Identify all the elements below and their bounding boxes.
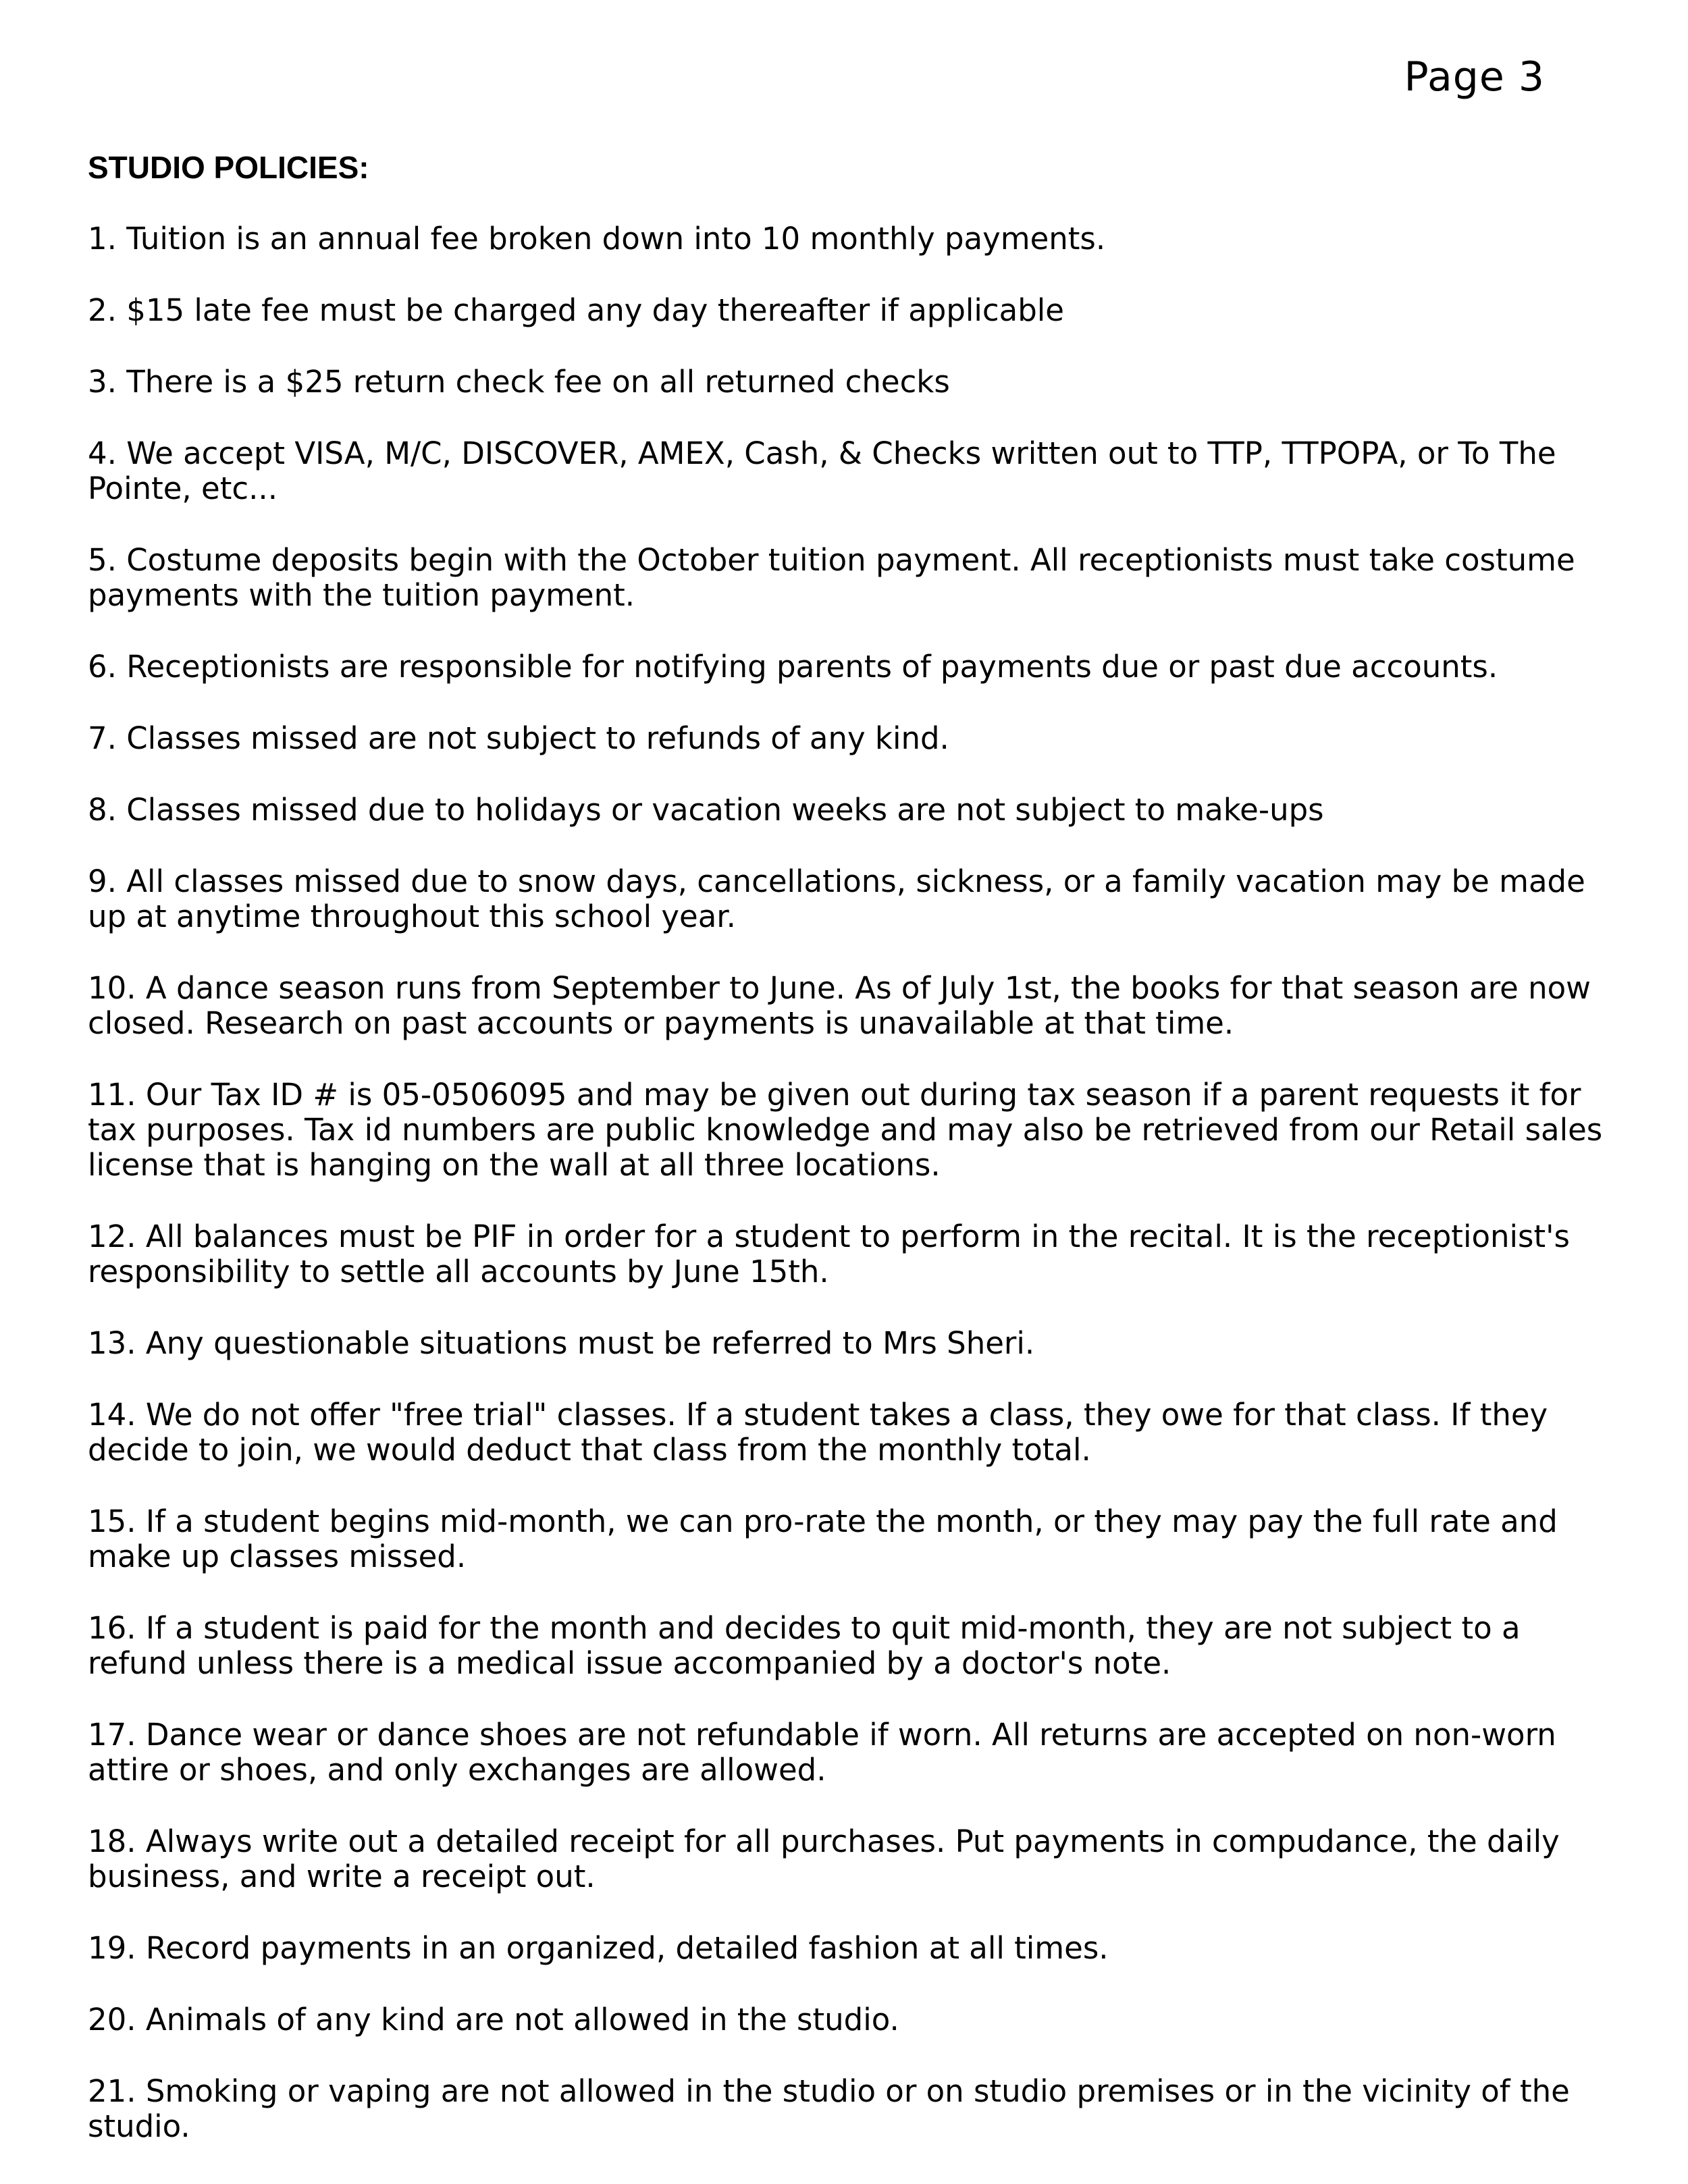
policy-item-15: 15. If a student begins mid-month, we can pro-rate the month, or they may pay the full rate and make up classes missed. (88, 1503, 1558, 1574)
policy-item-16: 16. If a student is paid for the month and decides to quit mid-month, they are not subject to a refund unless there is a medical issue accompanied by a doctor's note. (88, 1610, 1521, 1681)
policy-item-11: 11. Our Tax ID # is 05-0506095 and may be given out during tax season if a parent requests it for tax purposes. Tax id numbers are public knowledge and may also be retrieved from our Retail sales license that is hanging on the wall at all three locations. (88, 1077, 1603, 1183)
policy-item-10: 10. A dance season runs from September to June. As of July 1st, the books for that season are now closed. Research on past accounts or payments is unavailable at that time. (88, 970, 1591, 1041)
policy-list (88, 221, 1620, 2144)
policies-section (88, 150, 1620, 2144)
policy-item-13: 13. Any questionable situations must be referred to Mrs Sheri. (88, 1325, 1035, 1361)
policy-item-5: 5. Costume deposits begin with the October tuition payment. All receptionists must take costume payments with the tuition payment. (88, 542, 1575, 613)
policy-item-17: 17. Dance wear or dance shoes are not refundable if worn. All returns are accepted on non-worn attire or shoes, and only exchanges are allowed. (88, 1717, 1556, 1788)
policy-item-7: 7. Classes missed are not subject to refunds of any kind. (88, 720, 949, 756)
policy-item-2: 2. $15 late fee must be charged any day thereafter if applicable (88, 292, 1064, 328)
policy-item-1: 1. Tuition is an annual fee broken down into 10 monthly payments. (88, 221, 1106, 257)
policy-item-14: 14. We do not offer "free trial" classes. If a student takes a class, they owe for that class. If they decide to join, we would deduct that class from the monthly total. (88, 1397, 1548, 1468)
policy-item-6: 6. Receptionists are responsible for notifying parents of payments due or past due accounts. (88, 649, 1498, 685)
policy-item-8: 8. Classes missed due to holidays or vacation weeks are not subject to make-ups (88, 792, 1324, 828)
policy-item-19: 19. Record payments in an organized, detailed fashion at all times. (88, 1930, 1109, 1966)
policy-item-18: 18. Always write out a detailed receipt for all purchases. Put payments in compudance, the daily business, and write a receipt out. (88, 1823, 1560, 1894)
section-heading: STUDIO POLICIES: (88, 150, 369, 185)
policy-item-4: 4. We accept VISA, M/C, DISCOVER, AMEX, Cash, & Checks written out to TTP, TTPOPA, or To The Pointe, etc... (88, 435, 1556, 506)
policy-item-3: 3. There is a $25 return check fee on all returned checks (88, 364, 950, 400)
policy-item-21: 21. Smoking or vaping are not allowed in the studio or on studio premises or in the vicinity of the studio. (88, 2073, 1570, 2144)
policy-item-9: 9. All classes missed due to snow days, cancellations, sickness, or a family vacation may be made up at anytime throughout this school year. (88, 863, 1585, 934)
policy-item-12: 12. All balances must be PIF in order for a student to perform in the recital. It is the receptionist's responsibility to settle all accounts by June 15th. (88, 1219, 1570, 1289)
page-number: Page 3 (1404, 53, 1545, 101)
policy-item-20: 20. Animals of any kind are not allowed in the studio. (88, 2002, 899, 2037)
